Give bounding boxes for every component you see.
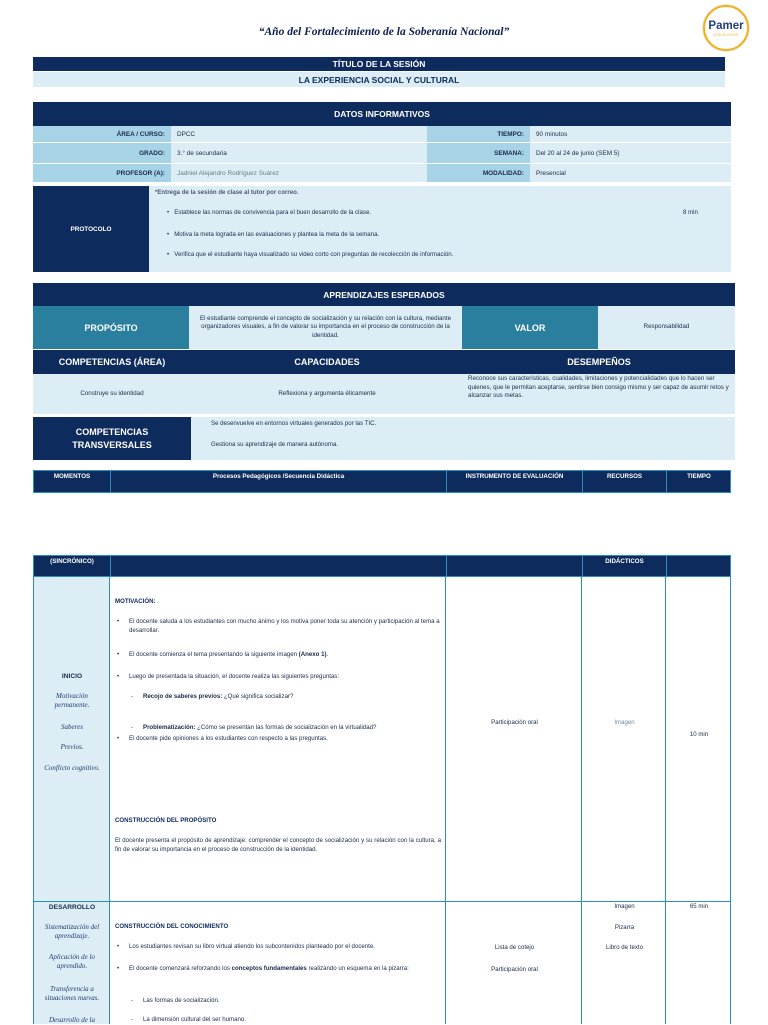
desarrollo-momento	[34, 902, 110, 1024]
proposito-text: El estudiante comprende el concepto de socialización y su relación con la cultura, mediante organizadores visuales, a fin de valorar su importancia en el proceso de construcción de la identidad.	[189, 306, 462, 349]
protocolo-item-text: Verifica que el estudiante haya visualizado su video corto con preguntas de recolección de información.	[174, 251, 454, 258]
competencia-text: Construye su identidad	[33, 374, 191, 414]
transversal-item: Se desenvuelve en entornos virtuales generados por las TIC.	[211, 420, 377, 427]
inicio-bullet: • El docente pide opiniones a los estudiantes con respecto a las preguntas.	[115, 734, 441, 743]
bullet-text: El docente comenzará reforzando los	[129, 965, 232, 972]
inicio-instrumento	[447, 577, 582, 901]
inicio-recurso-text: Imagen	[614, 719, 635, 726]
bullet-text: realizando un esquema en la pizarra:	[306, 965, 409, 972]
pamer-logo	[703, 5, 749, 51]
secuencia-header-cont	[33, 555, 731, 577]
desarrollo-instrumento-text: Lista de cotejo	[494, 944, 535, 951]
competencias-label: COMPETENCIAS (ÁREA)	[33, 350, 191, 374]
inicio-sub: Previos.	[60, 743, 84, 751]
protocolo-item-text: Establece las normas de convivencia para el buen desarrollo de la clase.	[174, 209, 372, 216]
inicio-label: INICIO	[61, 673, 83, 680]
protocolo-item: • Verifica que el estudiante haya visualizado su video corto con preguntas de recolección de información.	[167, 251, 454, 258]
desarrollo-label: DESARROLLO	[48, 904, 96, 911]
desarrollo-bullet: • Los estudiantes revisan su libro virtual atiendo los subcontenidos planteado por el docente.	[115, 942, 441, 951]
bullet-text: .	[326, 651, 329, 658]
inicio-bullet: • El docente saluda a los estudiantes con mucho ánimo y los motiva poner toda su atención y participación al tema a desarrollar.	[115, 617, 441, 635]
desarrollo-instrumento	[447, 902, 582, 1024]
desarrollo-recursos	[583, 902, 666, 1024]
procesos-header: Procesos Pedagógicos /Secuencia Didáctica	[212, 473, 345, 480]
recursos-header: RECURSOS	[606, 473, 643, 480]
inicio-tiempo	[667, 577, 731, 901]
protocolo-item: • Motiva la meta lograda en las evaluaciones y plantea la meta de la semana.	[167, 231, 380, 238]
desarrollo-recurso-text: Imagen	[614, 903, 635, 910]
desarrollo-bullets	[115, 942, 441, 951]
bullet-bold: conceptos fundamentales	[231, 965, 307, 972]
dash-bold: Problematización:	[143, 724, 196, 731]
national-motto: “Año del Fortalecimiento de la Soberanía Nacional”	[258, 26, 510, 38]
protocolo-note: *Entrega de la sesión de clase al tutor por correo.	[155, 189, 299, 196]
protocolo-item-text: Motiva la meta lograda en las evaluaciones y plantea la meta de la semana.	[174, 231, 380, 238]
inicio-sub: Motivación permanente.	[54, 692, 90, 709]
protocolo-item: • Establece las normas de convivencia para el buen desarrollo de la clase.	[167, 209, 372, 216]
secuencia-header	[33, 470, 731, 493]
inicio-sub: Conflicto cognitivo.	[44, 764, 100, 772]
dash-text: ¿Qué significa socializar?	[222, 693, 294, 700]
transversal-item: Gestiona su aprendizaje de manera autónoma.	[211, 441, 339, 448]
aprendizajes-heading: APRENDIZAJES ESPERADOS	[33, 283, 735, 306]
desarrollo-dash: - Las formas de socialización.	[115, 996, 441, 1005]
transversales-label: COMPETENCIAS TRANSVERSALES	[33, 417, 191, 460]
desarrollo-instrumento-text: Participación oral	[491, 966, 538, 973]
desarrollo-sub: Desarrollo de la	[48, 1016, 96, 1024]
inicio-momento	[34, 577, 110, 901]
desarrollo-sub: Transferencia a situaciones nuevas.	[44, 985, 100, 1002]
area-value: DPCC	[171, 126, 427, 142]
inicio-bullet: • Luego de presentada la situación, el docente realiza las siguientes preguntas:	[115, 672, 441, 681]
desempenos-label: DESEMPEÑOS	[463, 350, 735, 374]
inicio-sub: Saberes	[61, 723, 83, 731]
desarrollo-tiempo	[667, 902, 731, 1024]
area-label: ÁREA / CURSO:	[33, 126, 171, 142]
semana-value: Del 20 al 24 de junio (SEM 5)	[530, 143, 731, 163]
bullet-bold: (Anexo 1)	[298, 651, 327, 658]
motivacion-title: MOTIVACIÓN:	[115, 598, 156, 605]
sincronico-label: (SINCRÓNICO)	[50, 558, 94, 565]
profesor-label: PROFESOR (A):	[33, 164, 171, 182]
tiempo-label: TIEMPO:	[427, 126, 530, 142]
didacticos-label: DIDÁCTICOS	[605, 558, 644, 565]
instrumento-header: INSTRUMENTO DE EVALUACIÓN	[465, 473, 564, 480]
inicio-bullets	[115, 672, 441, 681]
tiempo-header: TIEMPO	[687, 473, 711, 480]
conocimiento-title: CONSTRUCCIÓN DEL CONOCIMIENTO	[115, 923, 229, 930]
desarrollo-recurso-text: Pizarra	[614, 924, 635, 931]
proposito-label: PROPÓSITO	[33, 306, 189, 349]
desarrollo-bullets	[115, 964, 441, 973]
desempeno-text: Reconoce sus características, cualidades, limitaciones y potencialidades que lo hacen ser quienes, que le permitan aceptarse, sentirse bien consigo mismo y ser capaz de asumir retos y alcanzar sus metas.	[463, 374, 735, 414]
desarrollo-sub: Aplicación de lo aprendido.	[49, 953, 95, 970]
modalidad-label: MODALIDAD:	[427, 164, 530, 182]
inicio-bullets	[115, 734, 441, 743]
session-title: LA EXPERIENCIA SOCIAL Y CULTURAL	[33, 72, 725, 87]
semana-label: SEMANA:	[427, 143, 530, 163]
grado-label: GRADO:	[33, 143, 171, 163]
capacidades-label: CAPACIDADES	[191, 350, 463, 374]
transversales-content	[191, 417, 735, 460]
protocolo-content	[149, 186, 731, 272]
dash-bold: Recojo de saberes previos:	[143, 693, 223, 700]
modalidad-value: Presencial	[530, 164, 731, 182]
inicio-procesos	[111, 577, 446, 901]
inicio-recurso	[583, 577, 666, 901]
momentos-header: MOMENTOS	[53, 473, 91, 480]
inicio-bullets	[115, 617, 441, 635]
desarrollo-row	[33, 902, 731, 1024]
desarrollo-bullet	[115, 964, 441, 973]
desarrollo-tiempo-text: 65 min	[689, 903, 709, 910]
logo-subtext: COLEGIOS	[713, 32, 739, 37]
inicio-instrumento-text: Participación oral	[491, 719, 538, 726]
grado-value: 3.° de secundaria	[171, 143, 427, 163]
inicio-dash	[115, 692, 441, 701]
session-title-label: TÍTULO DE LA SESIÓN	[33, 57, 725, 71]
proposito-construccion-text: El docente presenta el propósito de aprendizaje: comprender el concepto de socialización y su relación con la cultura, a fin de valorar su importancia en el proceso de construcción de la identidad.	[115, 837, 441, 853]
desarrollo-procesos	[111, 902, 446, 1024]
inicio-bullet	[115, 650, 441, 659]
protocolo-label: PROTOCOLO	[33, 186, 149, 272]
inicio-row	[33, 577, 731, 902]
protocolo-time: 8 min	[683, 209, 698, 216]
tiempo-value: 90 minutos	[530, 126, 731, 142]
desarrollo-recurso-text: Libro de texto	[606, 944, 643, 951]
inicio-dash	[115, 723, 441, 732]
inicio-tiempo-text: 10 min	[689, 731, 709, 738]
desarrollo-dash: - La dimensión cultural del ser humano.	[115, 1015, 441, 1024]
valor-label: VALOR	[462, 306, 598, 349]
valor-text: Responsabilidad	[598, 306, 735, 349]
profesor-value: Jadniel Alejandro Rodríguez Suárez	[171, 164, 427, 182]
logo-text: Pamer	[708, 20, 744, 32]
proposito-construccion-title: CONSTRUCCIÓN DEL PROPÓSITO	[115, 817, 217, 824]
capacidad-text: Reflexiona y argumenta éticamente	[191, 374, 463, 414]
desarrollo-sub: Sistematización del aprendizaje.	[44, 923, 100, 940]
bullet-text: El docente comienza el tema presentando la siguiente imagen	[129, 651, 299, 658]
info-heading: DATOS INFORMATIVOS	[33, 102, 731, 126]
dash-text: ¿Cómo se presentan las formas de socialización en la virtualidad?	[195, 724, 377, 731]
inicio-bullets	[115, 650, 441, 659]
